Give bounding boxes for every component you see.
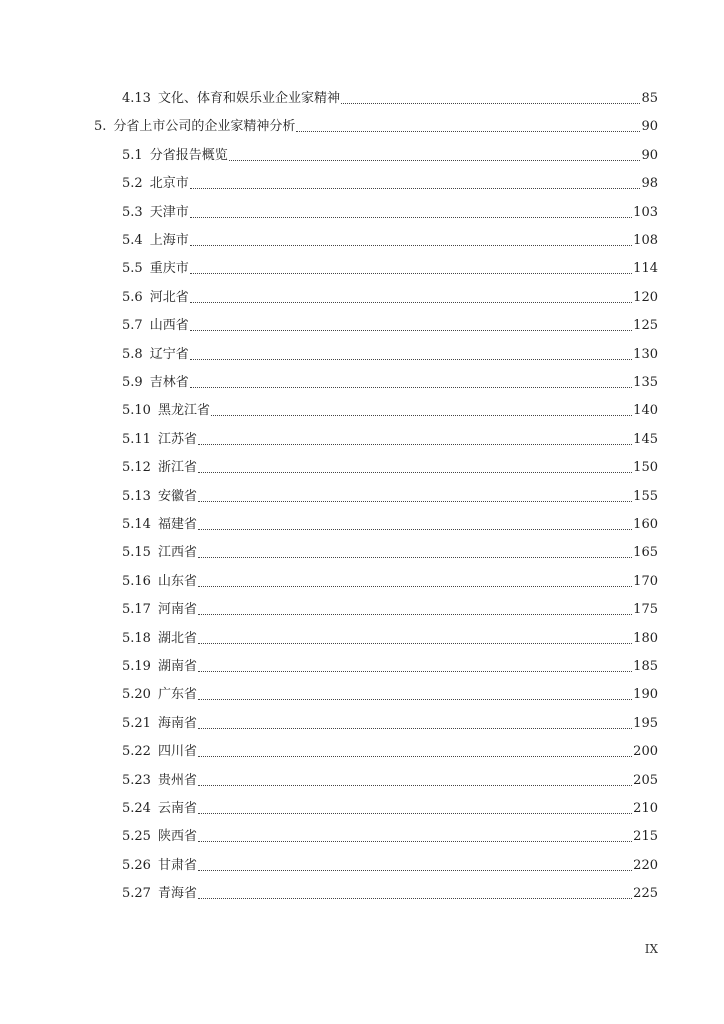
toc-entry-number: 5.21 xyxy=(122,715,151,731)
toc-entry-page: 200 xyxy=(633,744,658,760)
toc-entry-number: 5.19 xyxy=(122,659,151,674)
toc-dot-leader xyxy=(198,698,632,700)
toc-dot-leader xyxy=(198,784,632,786)
table-of-contents xyxy=(0,88,724,928)
toc-entry-number: 5.10 xyxy=(122,403,151,419)
toc-entry-title: 江苏省 xyxy=(157,431,197,447)
toc-entry-number: 5. xyxy=(94,119,107,135)
toc-entry-title: 浙江省 xyxy=(157,460,197,476)
toc-entry-number: 5.24 xyxy=(122,801,151,816)
toc-entry-number: 5.11 xyxy=(122,431,151,447)
toc-entry-page: 215 xyxy=(633,829,658,845)
toc-entry-number: 5.15 xyxy=(122,545,151,561)
toc-entry[interactable] xyxy=(122,88,658,110)
toc-entry-title: 陕西省 xyxy=(157,829,197,845)
toc-entry-title: 山东省 xyxy=(157,573,197,589)
toc-dot-leader xyxy=(198,471,632,473)
toc-entry-title: 山西省 xyxy=(149,318,189,334)
toc-entry-title: 分省报告概览 xyxy=(149,147,228,163)
toc-entry-title: 湖南省 xyxy=(157,659,197,674)
toc-entry[interactable] xyxy=(122,855,658,877)
toc-entry[interactable] xyxy=(122,315,658,337)
toc-entry-title: 湖北省 xyxy=(157,630,197,646)
toc-entry[interactable] xyxy=(122,429,658,451)
toc-entry-page: 145 xyxy=(633,431,658,447)
toc-entry-number: 5.22 xyxy=(122,744,151,760)
toc-entry[interactable] xyxy=(122,542,658,564)
toc-entry-number: 5.4 xyxy=(122,233,143,248)
toc-dot-leader xyxy=(198,585,632,587)
toc-entry[interactable] xyxy=(122,684,658,706)
toc-entry[interactable] xyxy=(122,571,658,593)
toc-entry-page: 220 xyxy=(633,857,658,873)
toc-entry-page: 210 xyxy=(633,801,658,816)
toc-entry-number: 5.3 xyxy=(122,204,143,220)
toc-dot-leader xyxy=(198,840,632,842)
toc-entry-title: 重庆市 xyxy=(149,261,189,277)
toc-entry-number: 5.5 xyxy=(122,261,143,277)
toc-entry[interactable] xyxy=(122,344,658,366)
toc-entry-page: 155 xyxy=(633,488,658,504)
toc-entry-title: 四川省 xyxy=(157,744,197,760)
toc-dot-leader xyxy=(190,272,632,274)
toc-entry-number: 5.7 xyxy=(122,318,143,334)
toc-entry-number: 5.8 xyxy=(122,346,143,362)
toc-entry-title: 文化、体育和娱乐业企业家精神 xyxy=(157,91,340,106)
toc-entry-page: 180 xyxy=(633,630,658,646)
toc-dot-leader xyxy=(198,556,632,558)
toc-entry-page: 170 xyxy=(633,573,658,589)
toc-entry-title: 青海省 xyxy=(157,886,197,902)
toc-entry-number: 5.17 xyxy=(122,602,151,618)
toc-dot-leader xyxy=(198,727,632,729)
toc-entry[interactable] xyxy=(122,372,658,394)
toc-entry-page: 185 xyxy=(633,659,658,674)
toc-entry-title: 福建省 xyxy=(157,517,197,532)
toc-entry-page: 140 xyxy=(633,403,658,419)
toc-entry-title: 辽宁省 xyxy=(149,346,189,362)
toc-entry-number: 5.25 xyxy=(122,829,151,845)
toc-entry-page: 120 xyxy=(633,289,658,305)
toc-entry-page: 90 xyxy=(641,147,658,163)
toc-dot-leader xyxy=(190,329,632,331)
toc-dot-leader xyxy=(198,755,632,757)
toc-entry[interactable] xyxy=(122,258,658,280)
toc-entry[interactable] xyxy=(122,770,658,792)
toc-entry[interactable] xyxy=(122,656,658,678)
toc-entry-page: 190 xyxy=(633,687,658,703)
toc-entry[interactable] xyxy=(122,400,658,422)
toc-entry-number: 5.16 xyxy=(122,573,151,589)
toc-dot-leader xyxy=(190,244,632,246)
toc-dot-leader xyxy=(190,301,632,303)
toc-dot-leader xyxy=(198,670,632,672)
toc-entry-title: 分省上市公司的企业家精神分析 xyxy=(113,119,296,135)
toc-entry-page: 90 xyxy=(641,119,658,135)
toc-entry[interactable] xyxy=(94,116,658,138)
toc-dot-leader xyxy=(341,102,640,104)
toc-entry-number: 5.26 xyxy=(122,857,151,873)
toc-entry-title: 海南省 xyxy=(157,715,197,731)
toc-entry[interactable] xyxy=(122,457,658,479)
toc-entry-number: 5.1 xyxy=(122,147,143,163)
toc-dot-leader xyxy=(190,216,632,218)
toc-entry-page: 103 xyxy=(633,204,658,220)
toc-entry-page: 165 xyxy=(633,545,658,561)
toc-entry[interactable] xyxy=(122,287,658,309)
toc-entry[interactable] xyxy=(122,145,658,167)
toc-entry[interactable] xyxy=(122,486,658,508)
toc-entry-title: 云南省 xyxy=(157,801,197,816)
toc-dot-leader xyxy=(198,500,632,502)
toc-dot-leader xyxy=(198,443,632,445)
toc-entry-title: 北京市 xyxy=(149,176,189,192)
toc-entry-title: 安徽省 xyxy=(157,488,197,504)
toc-dot-leader xyxy=(198,613,632,615)
toc-entry-number: 5.9 xyxy=(122,375,143,390)
toc-entry-number: 5.13 xyxy=(122,488,151,504)
toc-entry-page: 175 xyxy=(633,602,658,618)
toc-entry-title: 贵州省 xyxy=(157,772,197,788)
toc-entry-number: 5.12 xyxy=(122,460,151,476)
toc-entry-title: 吉林省 xyxy=(149,375,189,390)
toc-entry[interactable] xyxy=(122,826,658,848)
toc-entry-title: 甘肃省 xyxy=(157,857,197,873)
toc-dot-leader xyxy=(211,414,632,416)
toc-dot-leader xyxy=(296,130,640,132)
toc-entry-page: 135 xyxy=(633,375,658,390)
toc-entry[interactable] xyxy=(122,798,658,820)
toc-entry-page: 114 xyxy=(633,261,658,277)
toc-entry-page: 150 xyxy=(633,460,658,476)
toc-entry-title: 广东省 xyxy=(157,687,197,703)
toc-entry-number: 5.2 xyxy=(122,176,143,192)
toc-entry-page: 125 xyxy=(633,318,658,334)
toc-entry-title: 上海市 xyxy=(149,233,189,248)
toc-entry-title: 江西省 xyxy=(157,545,197,561)
page-number: IX xyxy=(644,942,658,956)
toc-entry[interactable] xyxy=(122,628,658,650)
toc-entry-title: 天津市 xyxy=(149,204,189,220)
toc-dot-leader xyxy=(198,642,632,644)
toc-entry[interactable] xyxy=(122,883,658,905)
toc-entry-page: 225 xyxy=(633,886,658,902)
toc-entry[interactable] xyxy=(122,599,658,621)
toc-dot-leader xyxy=(190,358,632,360)
toc-entry-page: 98 xyxy=(641,176,658,192)
toc-entry-number: 5.23 xyxy=(122,772,151,788)
toc-dot-leader xyxy=(198,897,632,899)
toc-entry-page: 130 xyxy=(633,346,658,362)
toc-dot-leader xyxy=(198,812,632,814)
toc-entry[interactable] xyxy=(122,514,658,536)
toc-entry-title: 黑龙江省 xyxy=(157,403,210,419)
toc-entry[interactable] xyxy=(122,202,658,224)
toc-entry-page: 160 xyxy=(633,517,658,532)
toc-dot-leader xyxy=(198,869,632,871)
toc-entry-title: 河南省 xyxy=(157,602,197,618)
toc-entry-page: 195 xyxy=(633,715,658,731)
toc-entry[interactable] xyxy=(122,173,658,195)
toc-dot-leader xyxy=(190,187,641,189)
toc-entry-title: 河北省 xyxy=(149,289,189,305)
toc-entry-number: 5.6 xyxy=(122,289,143,305)
toc-entry[interactable] xyxy=(122,230,658,252)
toc-entry-page: 108 xyxy=(633,233,658,248)
toc-entry-number: 5.18 xyxy=(122,630,151,646)
toc-entry-page: 85 xyxy=(641,91,658,106)
toc-dot-leader xyxy=(198,528,632,530)
toc-dot-leader xyxy=(229,159,641,161)
toc-entry-number: 5.14 xyxy=(122,517,151,532)
toc-entry-number: 4.13 xyxy=(122,91,151,106)
toc-entry[interactable] xyxy=(122,713,658,735)
toc-entry[interactable] xyxy=(122,741,658,763)
toc-entry-number: 5.20 xyxy=(122,687,151,703)
toc-dot-leader xyxy=(190,386,632,388)
toc-entry-page: 205 xyxy=(633,772,658,788)
toc-entry-number: 5.27 xyxy=(122,886,151,902)
